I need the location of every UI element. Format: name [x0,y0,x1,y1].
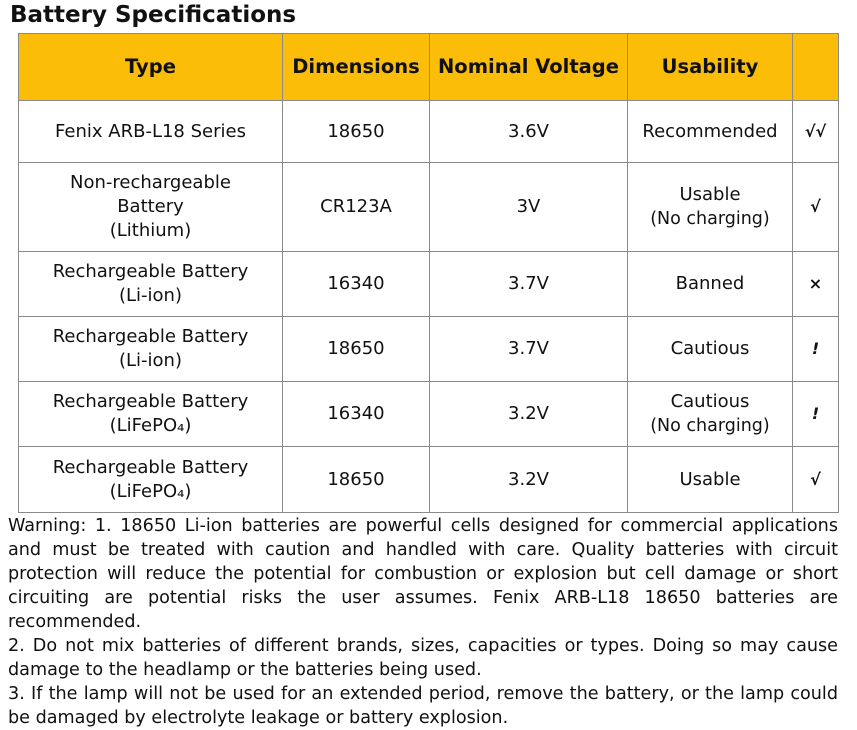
type-line: (LiFePO₄) [109,480,192,502]
rating-mark: √ [793,163,839,252]
cell-voltage: 3.6V [430,101,628,163]
usability-line: Banned [675,273,745,294]
cell-dimensions: CR123A [283,163,430,252]
cell-voltage: 3V [430,163,628,252]
table-row [19,382,839,447]
rating-mark: ! [793,382,839,447]
cell-dimensions: 18650 [283,447,430,513]
usability-note: (No charging) [650,416,770,436]
header-type: Type [19,34,283,101]
warning-paragraph: 3. If the lamp will not be used for an extended period, remove the battery, or the lamp could be damaged by electrolyte leakage or battery explosion. [8,684,838,728]
cell-type [19,163,283,252]
rating-mark: √√ [793,101,839,163]
cell-usability [628,317,793,382]
type-line: (LiFePO₄) [109,415,192,436]
cell-voltage: 3.7V [430,317,628,382]
usability-line: Usable [679,184,741,205]
header-usability: Usability [628,34,793,101]
cell-dimensions: 18650 [283,317,430,382]
cell-dimensions: 18650 [283,101,430,163]
table-row [19,101,839,163]
rating-mark: ! [793,317,839,382]
usability-line: Recommended [642,120,778,142]
table-header-row [19,34,839,101]
page-title: Battery Specifications [10,2,297,28]
cell-usability [628,447,793,513]
usability-line: Cautious [670,391,750,412]
cell-type [19,252,283,317]
cell-type [19,382,283,447]
type-line: Non-rechargeable [70,172,231,193]
usability-note: (No charging) [650,209,770,229]
table-row [19,252,839,317]
table-row [19,317,839,382]
usability-line: Usable [679,468,741,490]
table-row [19,163,839,252]
type-line: (Lithium) [109,220,192,241]
cell-dimensions: 16340 [283,252,430,317]
table-row [19,447,839,513]
header-nominal-voltage: Nominal Voltage [430,34,628,101]
type-line: Rechargeable Battery [52,456,249,478]
rating-mark: √ [793,447,839,513]
cell-dimensions: 16340 [283,382,430,447]
warning-paragraph: 2. Do not mix batteries of different brands, sizes, capacities or types. Doing so may cause damage to the headlamp or the batteries being used. [8,636,838,680]
type-line: Rechargeable Battery [52,261,249,282]
cell-usability [628,382,793,447]
cell-usability [628,101,793,163]
type-line: Rechargeable Battery [52,391,249,412]
type-line: (Li-ion) [119,350,182,371]
warning-notes [8,514,838,730]
cell-type [19,101,283,163]
header-dimensions: Dimensions [283,34,430,101]
cell-voltage: 3.2V [430,382,628,447]
usability-line: Cautious [670,338,750,359]
rating-mark: × [793,252,839,317]
type-line: Battery [117,196,184,217]
battery-spec-table [18,33,839,513]
cell-type [19,317,283,382]
type-line: Rechargeable Battery [52,326,249,347]
cell-type [19,447,283,513]
type-line: Fenix ARB-L18 Series [55,120,246,142]
warning-paragraph: Warning: 1. 18650 Li-ion batteries are powerful cells designed for commercial applications and must be treated with caution and handled with care. Quality batteries with circuit protection will reduce the potential for combustion or explosion but cell damage or short circuiting are potential risks the user assumes. Fenix ARB-L18 18650 batteries are recommended. [8,516,838,632]
header-rating [793,34,839,101]
cell-voltage: 3.7V [430,252,628,317]
cell-usability [628,163,793,252]
cell-usability [628,252,793,317]
type-line: (Li-ion) [119,285,182,306]
cell-voltage: 3.2V [430,447,628,513]
